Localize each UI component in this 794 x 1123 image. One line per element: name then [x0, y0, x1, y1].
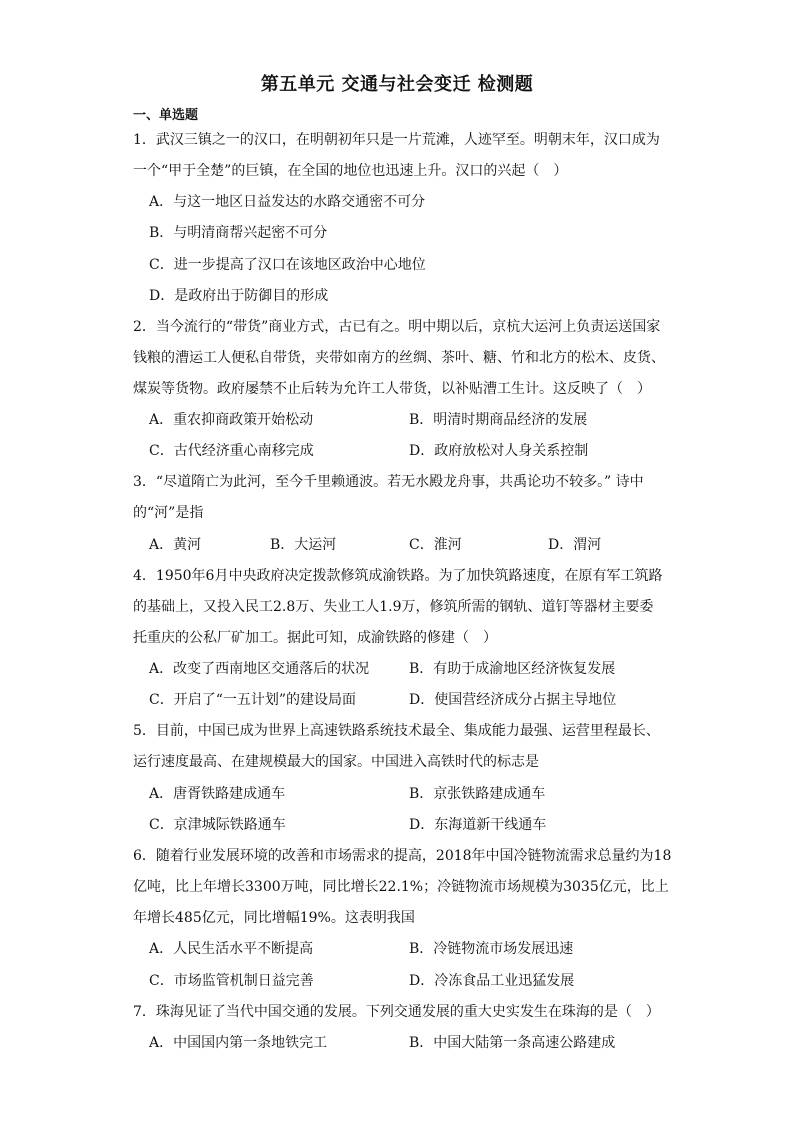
question-1-option-a[interactable]: A．与这一地区日益发达的水路交通密不可分	[149, 194, 426, 210]
question-6-option-c[interactable]: C．市场监管机制日益完善	[149, 973, 314, 989]
question-5-option-b[interactable]: B．京张铁路建成通车	[409, 786, 546, 802]
question-7-option-b[interactable]: B．中国大陆第一条高速公路建成	[409, 1035, 616, 1051]
question-4-line-1: 4．1950年6月中央政府决定拨款修筑成渝铁路。为了加快筑路速度，在原有军工筑路	[133, 568, 663, 584]
question-2-option-c[interactable]: C．古代经济重心南移完成	[149, 443, 314, 459]
question-3-option-b[interactable]: B．大运河	[270, 537, 337, 553]
question-4-option-c[interactable]: C．开启了“一五计划”的建设局面	[149, 692, 357, 708]
question-5-option-c[interactable]: C．京津城际铁路通车	[149, 817, 286, 833]
question-6-option-d[interactable]: D．冷冻食品工业迅猛发展	[409, 973, 575, 989]
question-6-line-2: 亿吨，比上年增长3300万吨，同比增长22.1%；冷链物流市场规模为3035亿元，比上	[133, 879, 669, 895]
question-5-option-a[interactable]: A．唐胥铁路建成通车	[149, 786, 286, 802]
question-2-option-a[interactable]: A．重农抑商政策开始松动	[149, 412, 314, 428]
question-6-line-3: 年增长485亿元，同比增幅19%。这表明我国	[133, 910, 415, 926]
question-3-option-d[interactable]: D．渭河	[548, 537, 602, 553]
question-2-option-b[interactable]: B．明清时期商品经济的发展	[409, 412, 588, 428]
question-1-line-1: 1．武汉三镇之一的汉口，在明朝初年只是一片荒滩，人迹罕至。明朝末年，汉口成为	[133, 132, 660, 148]
question-3-option-c[interactable]: C．淮河	[409, 537, 462, 553]
question-1-option-c[interactable]: C．进一步提高了汉口在该地区政治中心地位	[149, 257, 426, 273]
question-2-line-2: 钱粮的漕运工人便私自带货，夹带如南方的丝绸、茶叶、糖、竹和北方的松木、皮货、	[133, 350, 665, 366]
question-1-line-2: 一个“甲于全楚”的巨镇，在全国的地位也迅速上升。汉口的兴起（ ）	[133, 163, 568, 179]
question-2-line-3: 煤炭等货物。政府屡禁不止后转为允许工人带货，以补贴漕工生计。这反映了（ ）	[133, 381, 651, 397]
question-5-option-d[interactable]: D．东海道新干线通车	[409, 817, 547, 833]
question-1-option-d[interactable]: D．是政府出于防御目的形成	[149, 288, 329, 304]
question-4-line-2: 的基础上，又投入民工2.8万、失业工人1.9万，修筑所需的钢轨、道钉等器材主要委	[133, 599, 654, 615]
question-6-option-b[interactable]: B．冷链物流市场发展迅速	[409, 941, 574, 957]
section-heading: 一、单选题	[133, 108, 199, 123]
question-7-option-a[interactable]: A．中国国内第一条地铁完工	[149, 1035, 328, 1051]
question-2-option-d[interactable]: D．政府放松对人身关系控制	[409, 443, 589, 459]
question-4-option-a[interactable]: A．改变了西南地区交通落后的状况	[149, 661, 370, 677]
question-6-line-1: 6．随着行业发展环境的改善和市场需求的提高，2018年中国冷链物流需求总量约为18	[133, 848, 672, 864]
question-4-option-d[interactable]: D．使国营经济成分占据主导地位	[409, 692, 617, 708]
question-5-line-2: 运行速度最高、在建规模最大的国家。中国进入高铁时代的标志是	[133, 754, 539, 770]
question-4-option-b[interactable]: B．有助于成渝地区经济恢复发展	[409, 661, 616, 677]
question-5-line-1: 5．目前，中国已成为世界上高速铁路系统技术最全、集成能力最强、运营里程最长、	[133, 723, 660, 739]
question-7-line-1: 7．珠海见证了当代中国交通的发展。下列交通发展的重大史实发生在珠海的是（ ）	[133, 1004, 660, 1020]
question-1-option-b[interactable]: B．与明清商帮兴起密不可分	[149, 225, 328, 241]
question-6-option-a[interactable]: A．人民生活水平不断提高	[149, 941, 314, 957]
page-title: 第五单元 交通与社会变迁 检测题	[260, 74, 534, 95]
question-2-line-1: 2．当今流行的“带货”商业方式，古已有之。明中期以后，京杭大运河上负责运送国家	[133, 319, 661, 335]
question-3-line-2: 的“河”是指	[133, 505, 204, 521]
question-4-line-3: 托重庆的公私厂矿加工。据此可知，成渝铁路的修建（ ）	[133, 630, 497, 646]
question-3-line-1: 3．“尽道隋亡为此河，至今千里赖通波。若无水殿龙舟事，共禹论功不较多。” 诗中	[133, 474, 644, 490]
question-3-option-a[interactable]: A．黄河	[149, 537, 202, 553]
